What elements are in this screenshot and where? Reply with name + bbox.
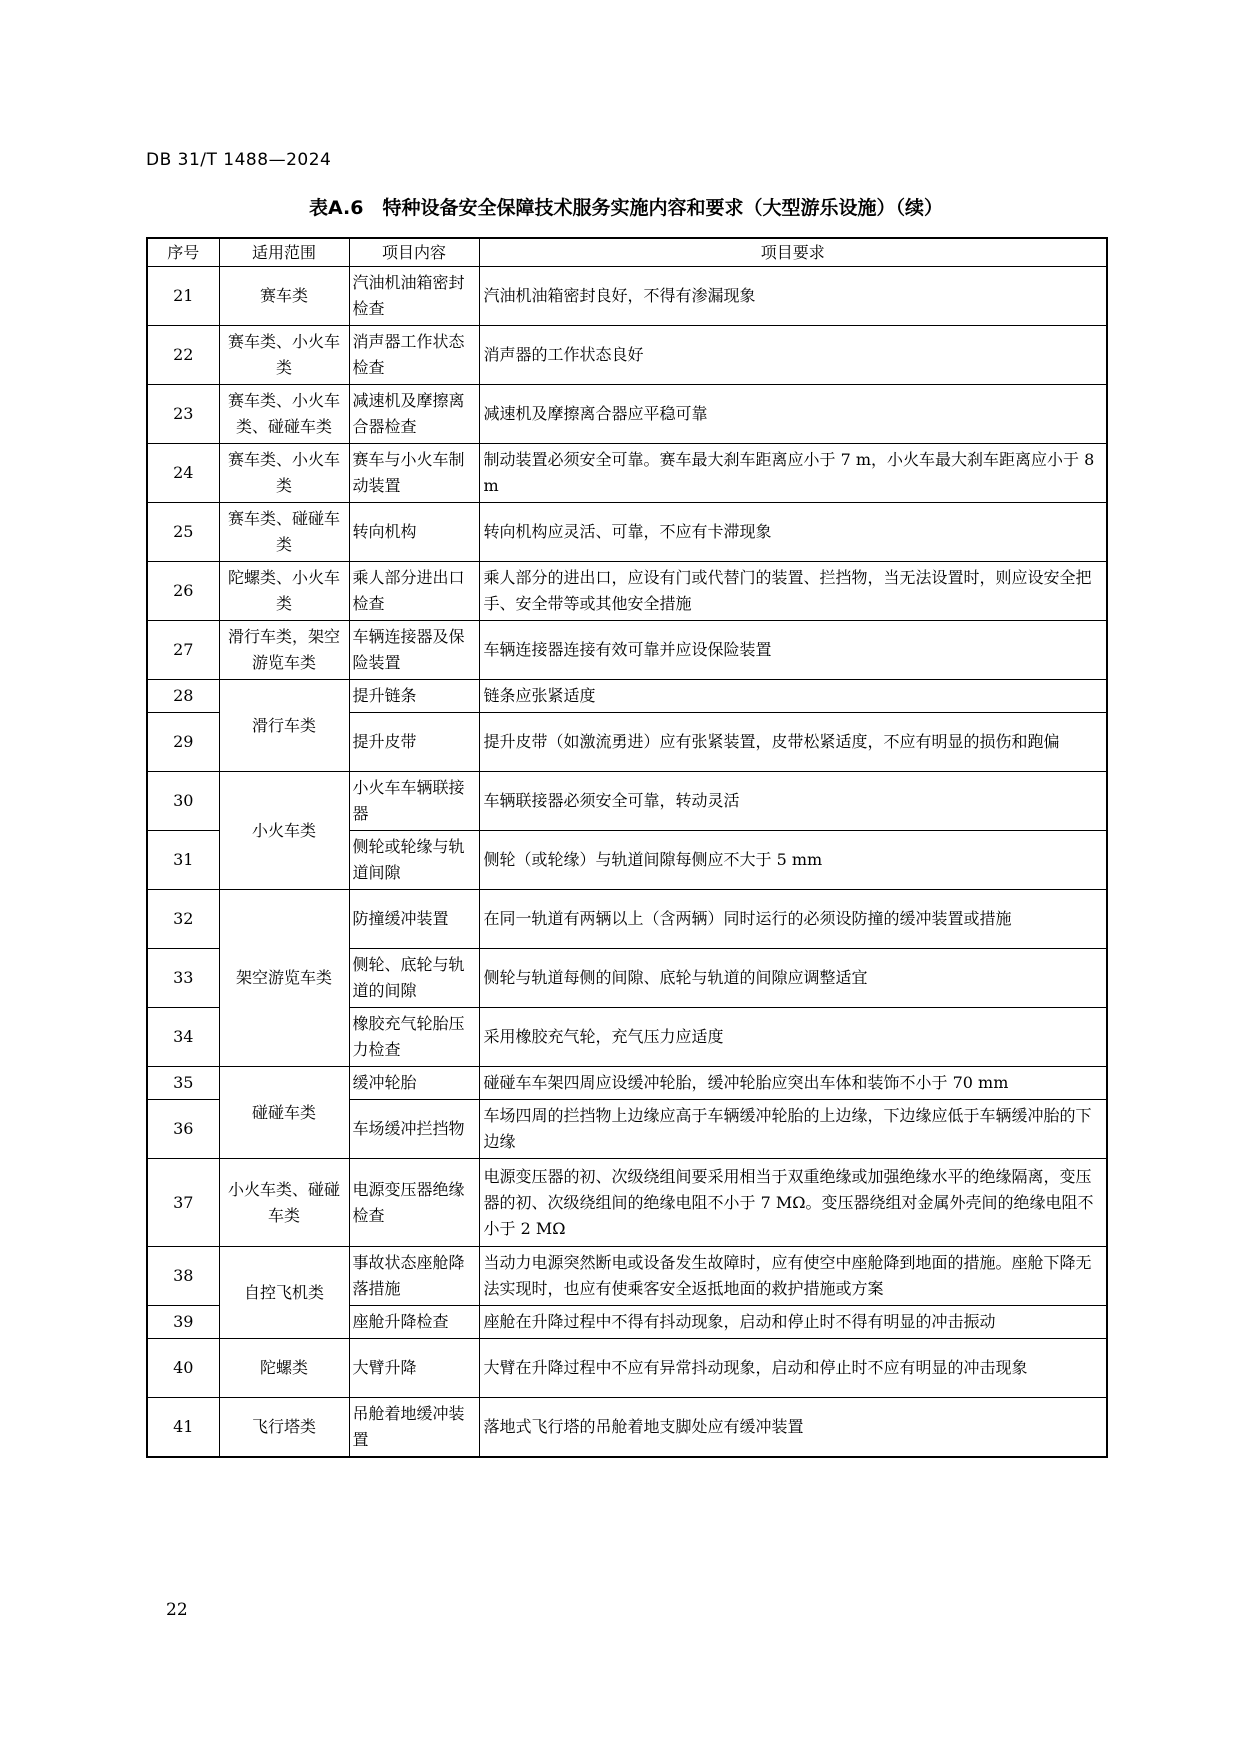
table-row [147,890,1107,949]
column-header-no: 序号 [147,238,219,267]
scope-cell: 陀螺类 [219,1339,349,1398]
row-number: 21 [147,267,219,326]
row-number: 29 [147,713,219,772]
row-number: 41 [147,1398,219,1458]
row-number: 34 [147,1008,219,1067]
document-code: DB 31/T 1488—2024 [146,150,332,170]
requirement-cell: 侧轮与轨道每侧的间隙、底轮与轨道的间隙应调整适宜 [479,949,1107,1008]
scope-cell: 碰碰车类 [219,1067,349,1159]
row-number: 32 [147,890,219,949]
table-row [147,1159,1107,1247]
requirement-cell: 汽油机油箱密封良好，不得有渗漏现象 [479,267,1107,326]
row-number: 23 [147,385,219,444]
item-cell: 橡胶充气轮胎压力检查 [349,1008,479,1067]
item-cell: 车场缓冲拦挡物 [349,1100,479,1159]
table-row [147,1247,1107,1306]
scope-cell: 自控飞机类 [219,1247,349,1339]
table-row [147,1339,1107,1398]
item-cell: 小火车车辆联接器 [349,772,479,831]
row-number: 28 [147,680,219,713]
table-row [147,680,1107,713]
scope-cell: 赛车类、碰碰车类 [219,503,349,562]
scope-cell: 架空游览车类 [219,890,349,1067]
item-cell: 消声器工作状态检查 [349,326,479,385]
scope-cell: 滑行车类 [219,680,349,772]
table-row [147,562,1107,621]
table-row [147,621,1107,680]
row-number: 22 [147,326,219,385]
scope-cell: 赛车类 [219,267,349,326]
table-row [147,503,1107,562]
requirement-cell: 当动力电源突然断电或设备发生故障时，应有使空中座舱降到地面的措施。座舱下降无法实现时，也应有使乘客安全返抵地面的救护措施或方案 [479,1247,1107,1306]
requirement-cell: 减速机及摩擦离合器应平稳可靠 [479,385,1107,444]
row-number: 27 [147,621,219,680]
requirements-table [146,237,1108,1458]
table-row [147,385,1107,444]
item-cell: 防撞缓冲装置 [349,890,479,949]
item-cell: 转向机构 [349,503,479,562]
table-title: 表A.6 特种设备安全保障技术服务实施内容和要求（大型游乐设施）（续） [309,197,943,219]
row-number: 31 [147,831,219,890]
column-header-item: 项目内容 [349,238,479,267]
scope-cell: 陀螺类、小火车类 [219,562,349,621]
item-cell: 吊舱着地缓冲装置 [349,1398,479,1458]
item-cell: 侧轮或轮缘与轨道间隙 [349,831,479,890]
item-cell: 座舱升降检查 [349,1306,479,1339]
scope-cell: 赛车类、小火车类 [219,444,349,503]
table-header-row [147,238,1107,267]
item-cell: 事故状态座舱降落措施 [349,1247,479,1306]
item-cell: 汽油机油箱密封检查 [349,267,479,326]
requirement-cell: 消声器的工作状态良好 [479,326,1107,385]
requirement-cell: 提升皮带（如激流勇进）应有张紧装置，皮带松紧适度，不应有明显的损伤和跑偏 [479,713,1107,772]
requirement-cell: 乘人部分的进出口，应设有门或代替门的装置、拦挡物，当无法设置时，则应设安全把手、安全带等或其他安全措施 [479,562,1107,621]
requirement-cell: 车辆连接器连接有效可靠并应设保险装置 [479,621,1107,680]
table-row [147,267,1107,326]
item-cell: 侧轮、底轮与轨道的间隙 [349,949,479,1008]
page-number: 22 [166,1600,188,1620]
table-row [147,772,1107,831]
row-number: 25 [147,503,219,562]
requirement-cell: 车辆联接器必须安全可靠，转动灵活 [479,772,1107,831]
column-header-requirement: 项目要求 [479,238,1107,267]
item-cell: 缓冲轮胎 [349,1067,479,1100]
row-number: 33 [147,949,219,1008]
requirement-cell: 制动装置必须安全可靠。赛车最大刹车距离应小于 7 m，小火车最大刹车距离应小于 8 m [479,444,1107,503]
requirement-cell: 碰碰车车架四周应设缓冲轮胎，缓冲轮胎应突出车体和装饰不小于 70 mm [479,1067,1107,1100]
row-number: 40 [147,1339,219,1398]
item-cell: 车辆连接器及保险装置 [349,621,479,680]
table-row [147,326,1107,385]
row-number: 26 [147,562,219,621]
scope-cell: 小火车类 [219,772,349,890]
requirement-cell: 链条应张紧适度 [479,680,1107,713]
scope-cell: 飞行塔类 [219,1398,349,1458]
requirement-cell: 采用橡胶充气轮，充气压力应适度 [479,1008,1107,1067]
item-cell: 提升皮带 [349,713,479,772]
requirement-cell: 转向机构应灵活、可靠，不应有卡滞现象 [479,503,1107,562]
requirement-cell: 在同一轨道有两辆以上（含两辆）同时运行的必须设防撞的缓冲装置或措施 [479,890,1107,949]
table-row [147,1398,1107,1458]
requirement-cell: 侧轮（或轮缘）与轨道间隙每侧应不大于 5 mm [479,831,1107,890]
row-number: 38 [147,1247,219,1306]
item-cell: 减速机及摩擦离合器检查 [349,385,479,444]
item-cell: 大臂升降 [349,1339,479,1398]
table-row [147,444,1107,503]
scope-cell: 小火车类、碰碰车类 [219,1159,349,1247]
requirement-cell: 车场四周的拦挡物上边缘应高于车辆缓冲轮胎的上边缘，下边缘应低于车辆缓冲胎的下边缘 [479,1100,1107,1159]
requirement-cell: 座舱在升降过程中不得有抖动现象，启动和停止时不得有明显的冲击振动 [479,1306,1107,1339]
item-cell: 提升链条 [349,680,479,713]
requirement-cell: 电源变压器的初、次级绕组间要采用相当于双重绝缘或加强绝缘水平的绝缘隔离，变压器的初、次级绕组间的绝缘电阻不小于 7 MΩ。变压器绕组对金属外壳间的绝缘电阻不小于 2 MΩ [479,1159,1107,1247]
row-number: 36 [147,1100,219,1159]
row-number: 39 [147,1306,219,1339]
row-number: 30 [147,772,219,831]
row-number: 37 [147,1159,219,1247]
scope-cell: 滑行车类，架空游览车类 [219,621,349,680]
column-header-scope: 适用范围 [219,238,349,267]
scope-cell: 赛车类、小火车类 [219,326,349,385]
table-row [147,1067,1107,1100]
item-cell: 乘人部分进出口检查 [349,562,479,621]
requirement-cell: 大臂在升降过程中不应有异常抖动现象，启动和停止时不应有明显的冲击现象 [479,1339,1107,1398]
scope-cell: 赛车类、小火车类、碰碰车类 [219,385,349,444]
item-cell: 赛车与小火车制动装置 [349,444,479,503]
row-number: 35 [147,1067,219,1100]
item-cell: 电源变压器绝缘检查 [349,1159,479,1247]
row-number: 24 [147,444,219,503]
requirement-cell: 落地式飞行塔的吊舱着地支脚处应有缓冲装置 [479,1398,1107,1458]
